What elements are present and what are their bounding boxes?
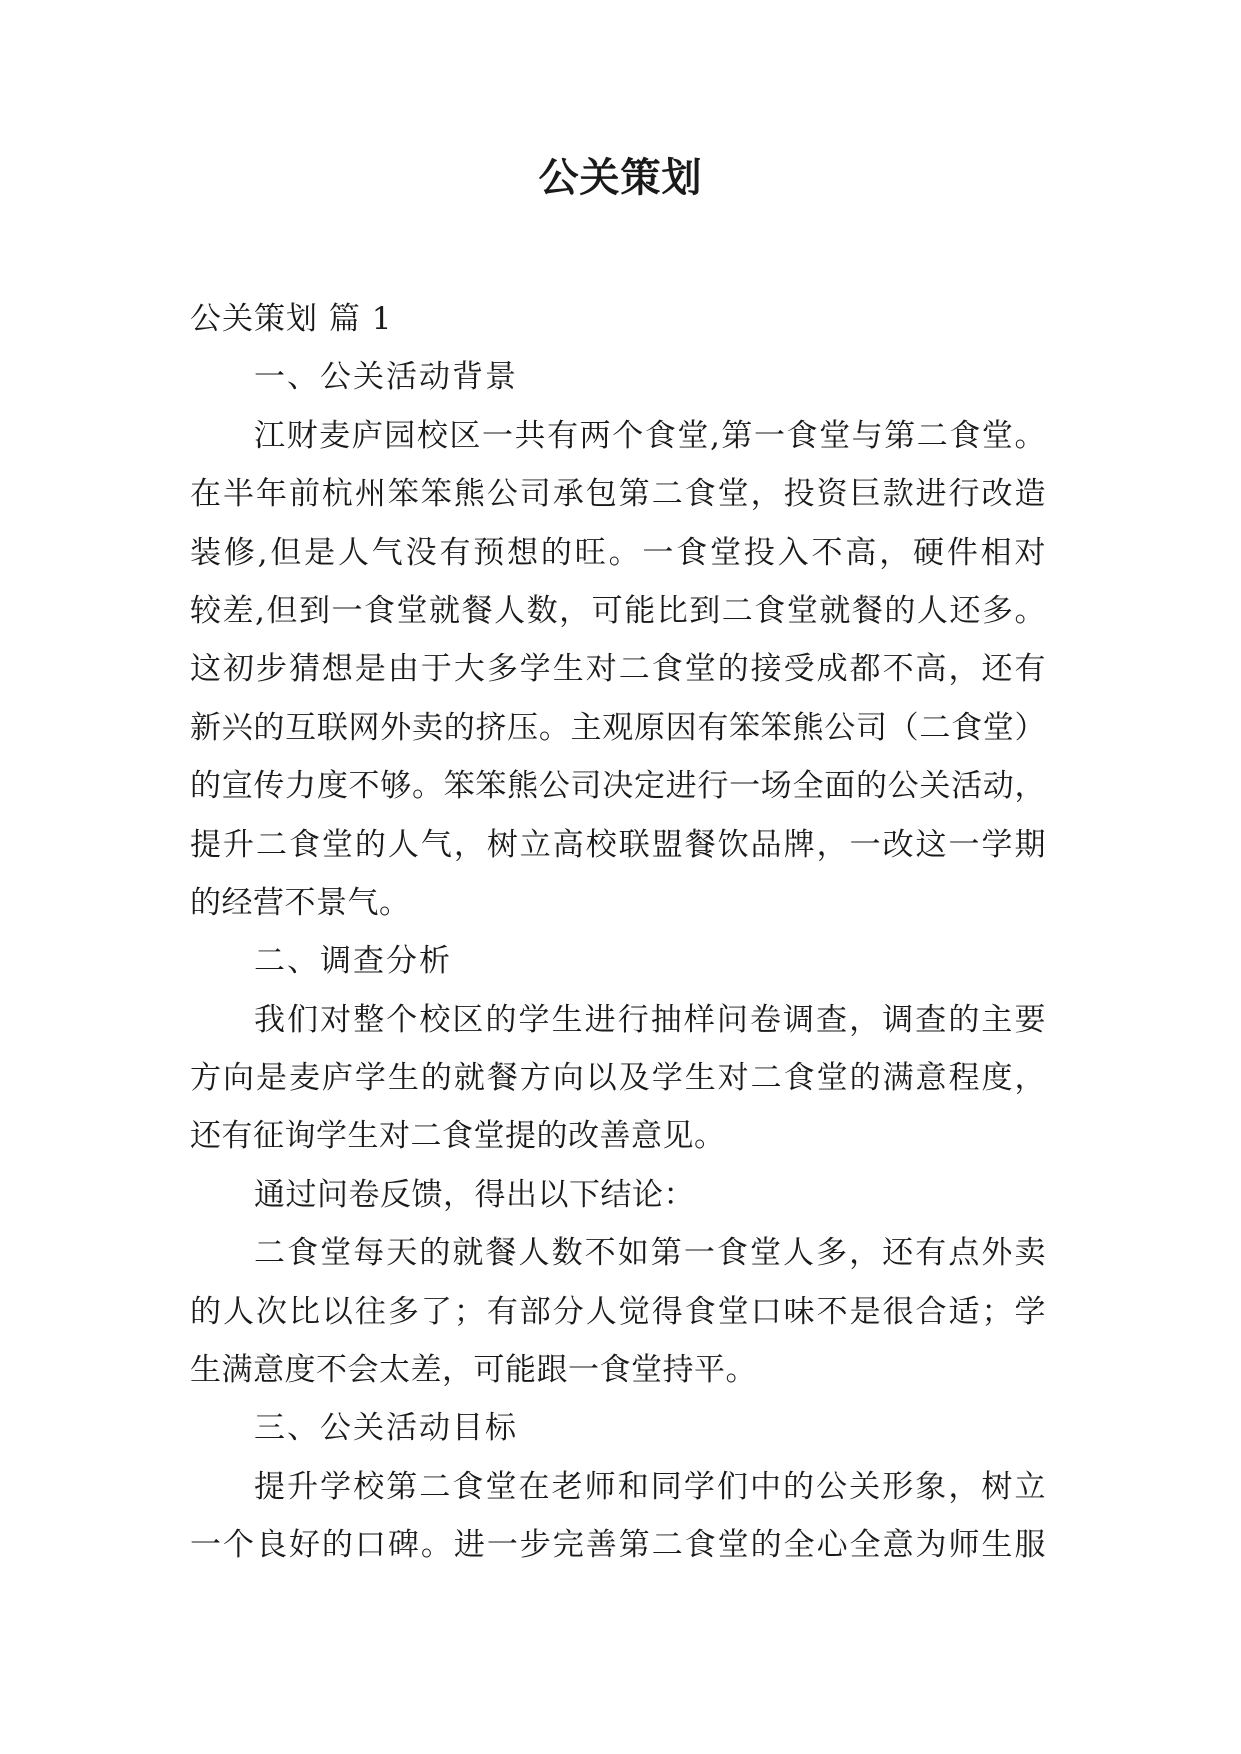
paragraph-line: 通过问卷反馈，得出以下结论： xyxy=(254,1176,695,1213)
paragraph-line: 较差,但到一食堂就餐人数，可能比到二食堂就餐的人还多。 xyxy=(190,592,1046,629)
paragraph-line: 我们对整个校区的学生进行抽样问卷调查，调查的主要 xyxy=(254,1001,1046,1038)
section-heading: 一、公关活动背景 xyxy=(254,359,518,396)
paragraph-line: 这初步猜想是由于大多学生对二食堂的接受成都不高，还有 xyxy=(190,651,1046,688)
paragraph-line: 江财麦庐园校区一共有两个食堂,第一食堂与第二食堂。 xyxy=(254,417,1046,454)
paragraph-line: 新兴的互联网外卖的挤压。主观原因有笨笨熊公司（二食堂） xyxy=(190,709,1046,746)
document-title: 公关策划 xyxy=(538,155,703,201)
paragraph-line: 的经营不景气。 xyxy=(190,884,411,921)
paragraph-line: 的宣传力度不够。笨笨熊公司决定进行一场全面的公关活动， xyxy=(190,768,1046,805)
paragraph-line: 二食堂每天的就餐人数不如第一食堂人多，还有点外卖 xyxy=(254,1235,1046,1272)
paragraph-line: 还有征询学生对二食堂提的改善意见。 xyxy=(190,1118,726,1155)
document-body xyxy=(190,290,1046,1575)
paragraph-line: 生满意度不会太差，可能跟一食堂持平。 xyxy=(190,1352,757,1389)
paragraph-line: 提升学校第二食堂在老师和同学们中的公关形象，树立 xyxy=(254,1468,1046,1505)
paragraph-line: 的人次比以往多了；有部分人觉得食堂口味不是很合适；学 xyxy=(190,1293,1046,1330)
paragraph-line: 在半年前杭州笨笨熊公司承包第二食堂，投资巨款进行改造 xyxy=(190,476,1046,513)
paragraph-line: 提升二食堂的人气，树立高校联盟餐饮品牌，一改这一学期 xyxy=(190,826,1046,863)
paragraph-line: 一个良好的口碑。进一步完善第二食堂的全心全意为师生服 xyxy=(190,1527,1046,1564)
paragraph-line: 装修,但是人气没有预想的旺。一食堂投入不高，硬件相对 xyxy=(190,534,1046,571)
section-heading: 二、调查分析 xyxy=(254,943,452,980)
section-label: 公关策划 篇 1 xyxy=(190,301,393,337)
paragraph-line: 方向是麦庐学生的就餐方向以及学生对二食堂的满意程度， xyxy=(190,1060,1046,1097)
section-heading: 三、公关活动目标 xyxy=(254,1410,518,1447)
